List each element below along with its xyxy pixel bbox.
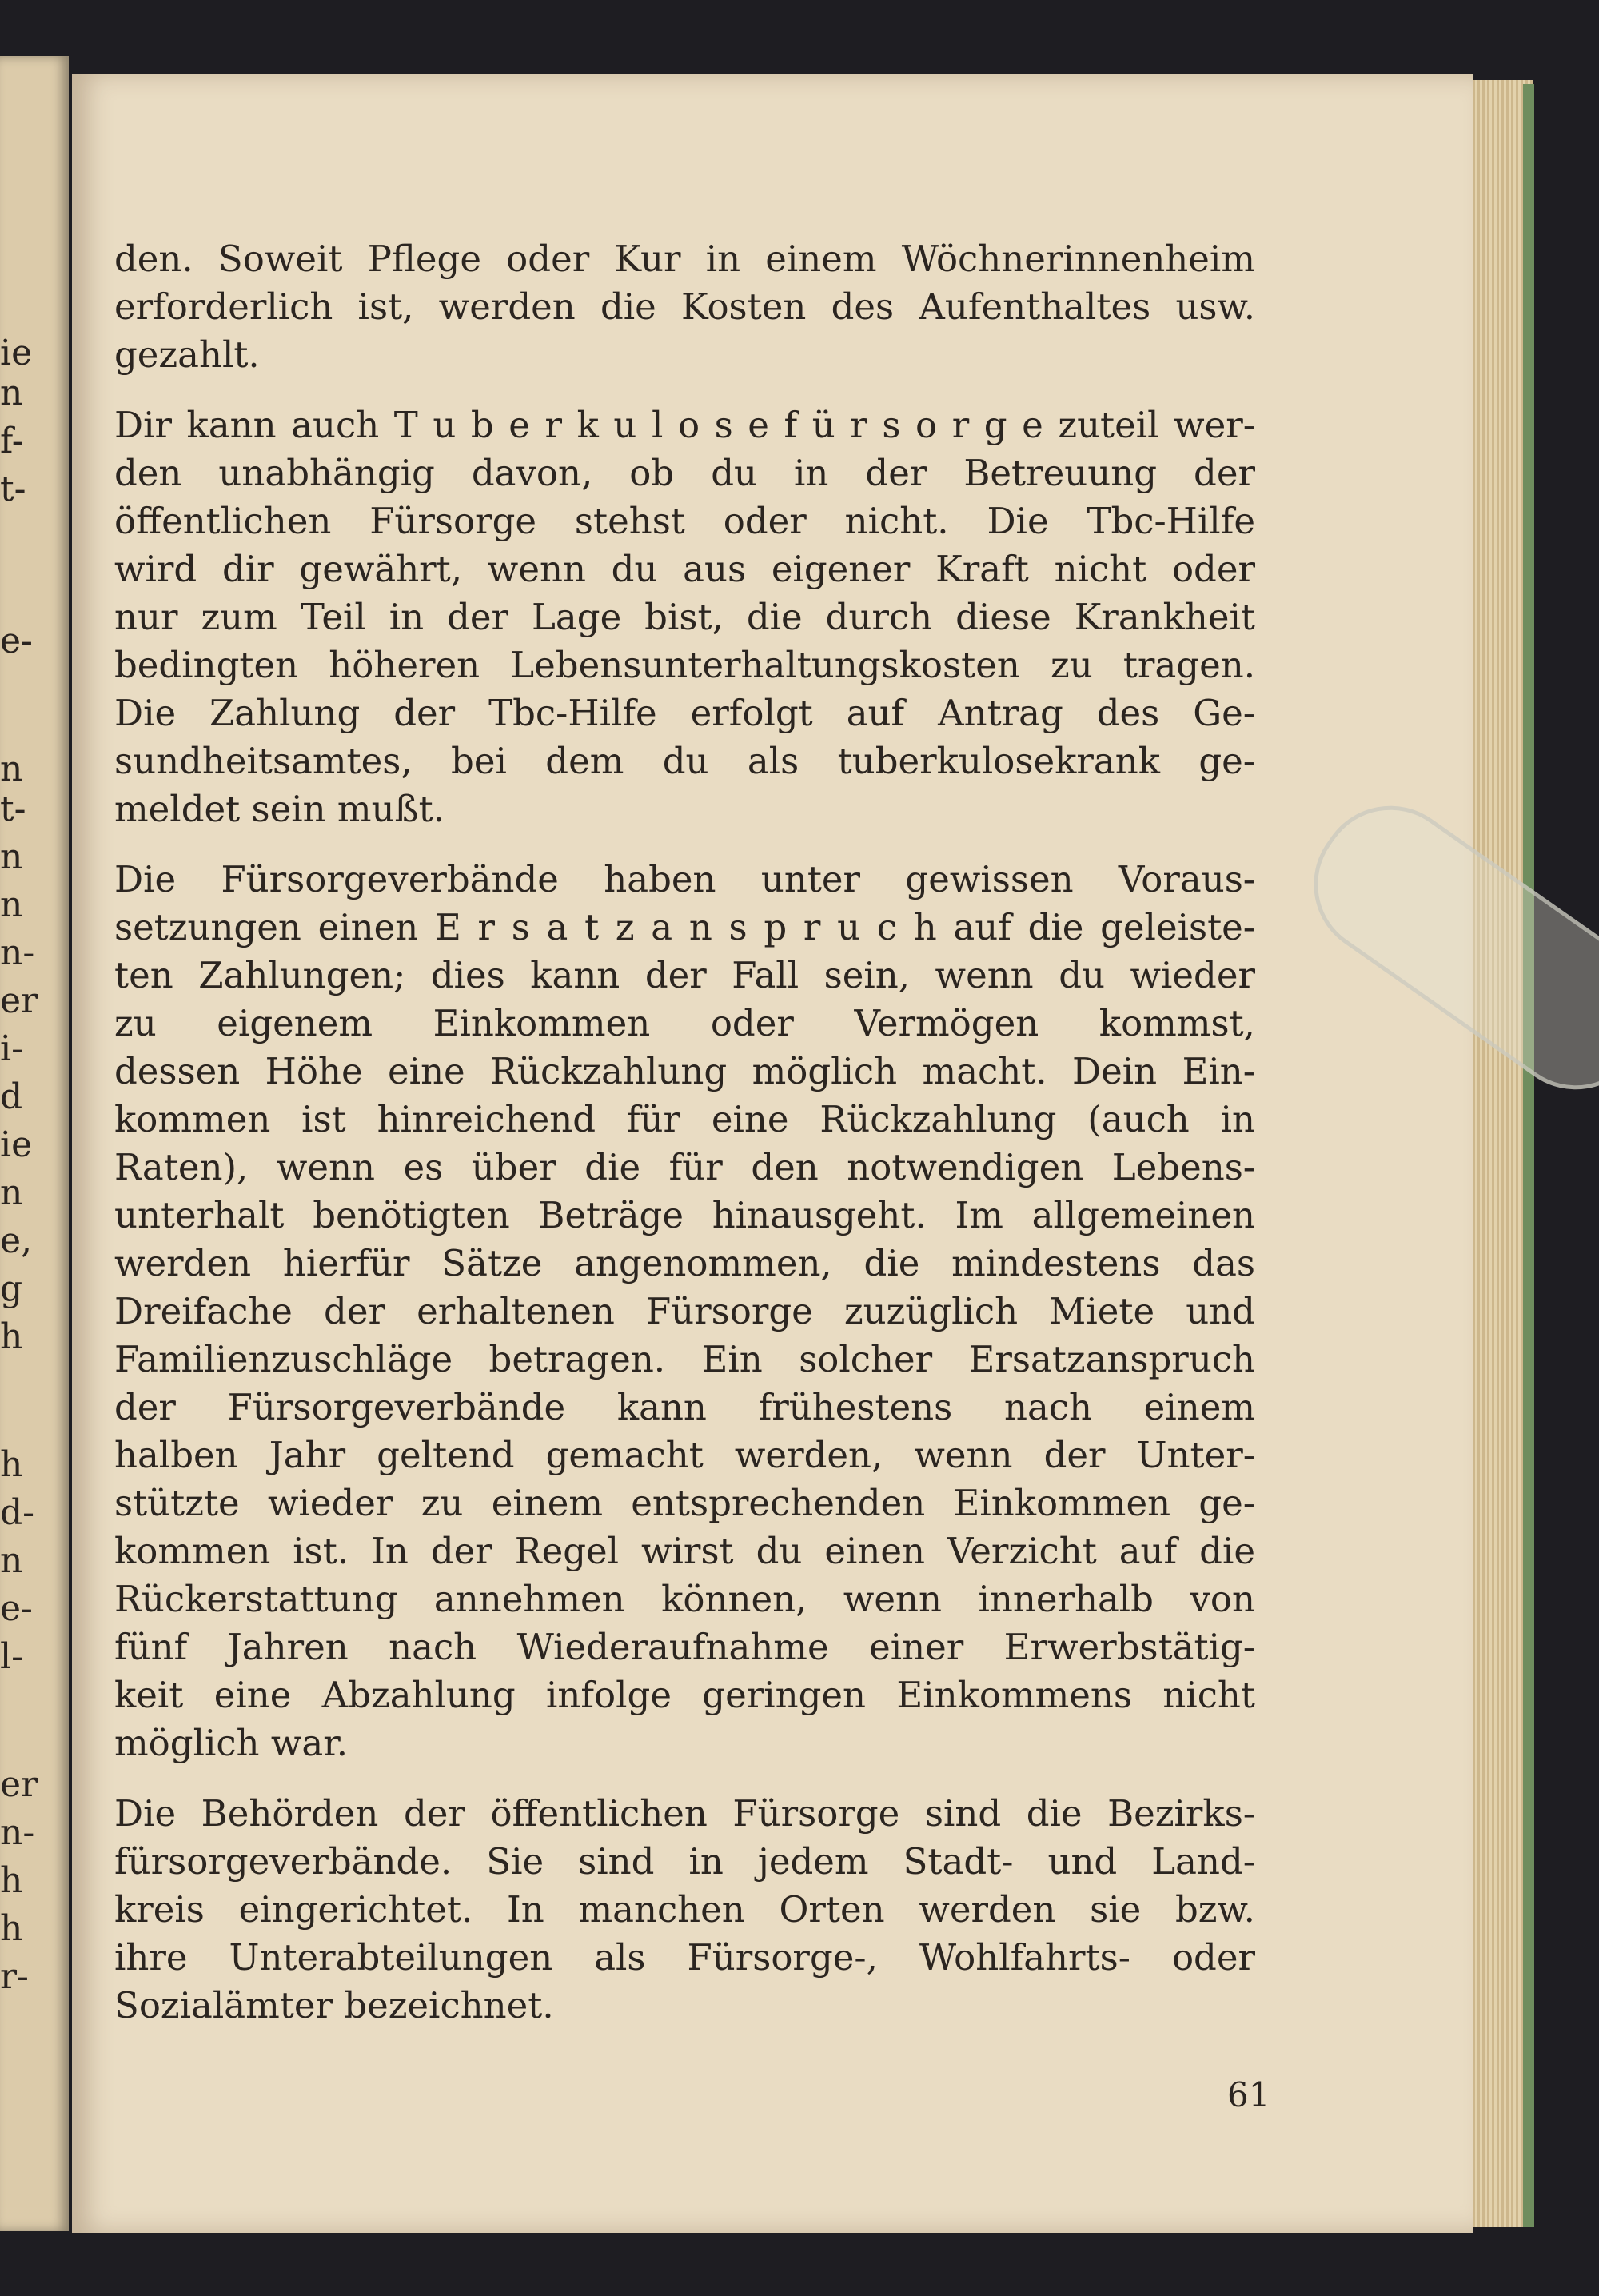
paragraph <box>114 856 1255 1767</box>
left-page-fragment: n <box>0 837 23 877</box>
text-line: fünf Jahren nach Wiederaufnahme einer Erwerbstätig- <box>114 1626 1255 1668</box>
text-line: sundheitsamtes, bei dem du als tuberkulosekrank ge- <box>114 740 1255 782</box>
text-line: werden hierfür Sätze angenommen, die mindestens das <box>114 1242 1255 1284</box>
text-line: Die Behörden der öffentlichen Fürsorge sind die Bezirks- <box>114 1792 1255 1835</box>
text-line: kommen ist. In der Regel wirst du einen Verzicht auf die <box>114 1530 1255 1572</box>
left-page-fragment: l- <box>0 1636 23 1677</box>
text-line: möglich war. <box>114 1722 349 1764</box>
left-page-fragment: er <box>0 1764 38 1805</box>
paragraph <box>114 1790 1255 2030</box>
text-line: setzungen einen E r s a t z a n s p r u c h auf die geleiste- <box>114 906 1255 948</box>
text-line: Rückerstattung annehmen können, wenn innerhalb von <box>114 1578 1255 1620</box>
text-line: Dreifache der erhaltenen Fürsorge zuzüglich Miete und <box>114 1290 1255 1332</box>
left-page-fragment: h <box>0 1908 23 1949</box>
text-line: der Fürsorgeverbände kann frühestens nach einem <box>114 1386 1255 1428</box>
left-page-fragment: n <box>0 1540 23 1581</box>
text-line: ihre Unterabteilungen als Fürsorge-, Wohlfahrts- oder <box>114 1936 1255 1979</box>
text-line: gezahlt. <box>114 333 260 376</box>
text-line: dessen Höhe eine Rückzahlung möglich macht. Dein Ein- <box>114 1050 1255 1092</box>
text-line: unterhalt benötigten Beträge hinausgeht. Im allgemeinen <box>114 1194 1255 1236</box>
left-page-fragment: d <box>0 1076 23 1117</box>
left-page-fragment: d- <box>0 1492 35 1533</box>
left-page-fragment: t- <box>0 789 26 829</box>
text-line: wird dir gewährt, wenn du aus eigener Kraft nicht oder <box>114 548 1255 590</box>
text-line: meldet sein mußt. <box>114 788 445 830</box>
text-line: halben Jahr geltend gemacht werden, wenn der Unter- <box>114 1434 1255 1476</box>
left-page-fragment: t- <box>0 469 26 509</box>
text-line: Dir kann auch T u b e r k u l o s e f ü r s o r g e zuteil wer- <box>114 404 1255 446</box>
text-line: zu eigenem Einkommen oder Vermögen kommst, <box>114 1002 1255 1044</box>
text-line: kreis eingerichtet. In manchen Orten werden sie bzw. <box>114 1888 1255 1931</box>
page-body-text <box>114 235 1255 2052</box>
left-page-fragment: e- <box>0 1588 33 1629</box>
left-page-fragment: h <box>0 1860 23 1901</box>
left-page-edge <box>0 56 69 2231</box>
page-number: 61 <box>1227 2075 1270 2114</box>
left-page-fragment: n- <box>0 932 35 973</box>
text-line: den. Soweit Pflege oder Kur in einem Wöchnerinnenheim <box>114 238 1255 280</box>
left-page-fragment: g <box>0 1268 23 1309</box>
left-page-fragment: ie <box>0 333 33 373</box>
text-line: bedingten höheren Lebensunterhaltungskosten zu tragen. <box>114 644 1255 686</box>
left-page-fragment: n <box>0 749 23 789</box>
text-line: keit eine Abzahlung infolge geringen Einkommens nicht <box>114 1674 1255 1716</box>
text-line: Familienzuschläge betragen. Ein solcher Ersatzanspruch <box>114 1338 1255 1380</box>
left-page-fragment: h <box>0 1316 23 1357</box>
text-line: fürsorgeverbände. Sie sind in jedem Stadt- und Land- <box>114 1840 1255 1883</box>
text-line: erforderlich ist, werden die Kosten des Aufenthaltes usw. <box>114 286 1255 328</box>
text-line: nur zum Teil in der Lage bist, die durch diese Krankheit <box>114 596 1255 638</box>
text-line: den unabhängig davon, ob du in der Betreuung der <box>114 452 1255 494</box>
left-page-fragment: e, <box>0 1220 33 1261</box>
left-page-fragment: n <box>0 373 23 413</box>
text-line: öffentlichen Fürsorge stehst oder nicht. Die Tbc-Hilfe <box>114 500 1255 542</box>
paragraph <box>114 235 1255 379</box>
left-page-fragment: n <box>0 884 23 925</box>
left-page-fragment: h <box>0 1444 23 1485</box>
left-page-fragment: n <box>0 1172 23 1213</box>
left-page-fragment: i- <box>0 1028 23 1069</box>
text-line: stützte wieder zu einem entsprechenden Einkommen ge- <box>114 1482 1255 1524</box>
text-line: Sozialämter bezeichnet. <box>114 1984 554 2026</box>
book-cover-edge <box>1523 84 1534 2227</box>
left-page-fragment: ie <box>0 1124 33 1165</box>
text-line: Raten), wenn es über die für den notwendigen Lebens- <box>114 1146 1255 1188</box>
text-line: Die Zahlung der Tbc-Hilfe erfolgt auf Antrag des Ge- <box>114 692 1255 734</box>
left-page-fragment: n- <box>0 1812 35 1853</box>
left-page-fragment: e- <box>0 621 33 661</box>
text-line: Die Fürsorgeverbände haben unter gewissen Voraus- <box>114 858 1255 900</box>
left-page-fragment: f- <box>0 421 24 461</box>
text-line: kommen ist hinreichend für eine Rückzahlung (auch in <box>114 1098 1255 1140</box>
paragraph <box>114 401 1255 833</box>
left-page-fragment: er <box>0 980 38 1021</box>
left-page-fragment: r- <box>0 1956 29 1997</box>
text-line: ten Zahlungen; dies kann der Fall sein, wenn du wieder <box>114 954 1255 996</box>
